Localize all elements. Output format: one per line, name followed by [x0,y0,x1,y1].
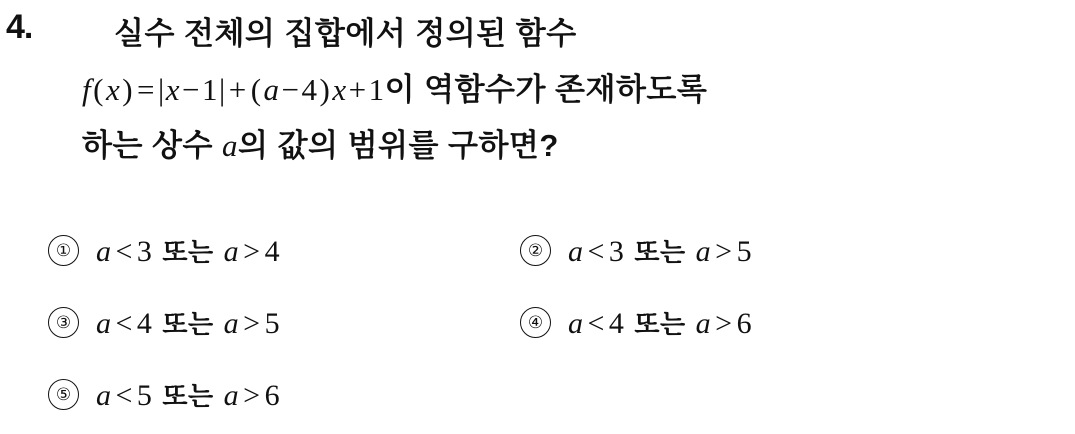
formula-equals: = [137,72,156,107]
choice-rel-1: < [587,234,605,268]
choice-var-1: a [568,306,584,340]
choice-rel-1: < [115,234,133,268]
question-line-1: 실수 전체의 집합에서 정의된 함수 [114,16,577,51]
formula-plus-1: + [228,72,247,107]
choice-num-1: 5 [136,378,153,412]
choice-var-1: a [568,234,584,268]
choice-1[interactable] [48,232,520,269]
choice-num-2: 4 [264,234,281,268]
formula-minus-1: − [182,72,200,107]
formula-rparen: ) [122,72,134,107]
question-line-3 [82,118,1066,174]
formula-x1: x [105,72,121,107]
choice-num-1: 4 [608,306,625,340]
choice-rel-1: < [587,306,605,340]
formula-one: 1 [202,72,218,107]
formula-abs-open: | [158,72,165,107]
choice-marker: ③ [48,307,79,338]
choice-conjunction: 또는 [162,236,214,267]
question-header [6,6,1066,174]
choice-marker: ⑤ [48,379,79,410]
choice-var-1: a [96,306,112,340]
choice-conjunction: 또는 [162,380,214,411]
choice-5[interactable] [48,376,520,413]
formula-f: f [82,72,92,107]
choice-text [96,304,280,341]
choice-text [568,232,752,269]
choice-3[interactable] [48,304,520,341]
formula-a: a [263,72,280,107]
choice-rel-1: < [115,378,133,412]
choice-num-2: 6 [736,306,753,340]
choice-rel-2: > [243,378,261,412]
choice-row [48,286,1058,358]
choice-var-2: a [223,378,240,412]
choice-rel-2: > [715,306,733,340]
choice-row [48,214,1058,286]
question-line-3-var: a [222,128,239,163]
choice-num-2: 6 [264,378,281,412]
formula-rparen-2: ) [319,72,331,107]
formula [82,72,385,107]
formula-x2: x [165,72,181,107]
choice-var-1: a [96,378,112,412]
choice-num-1: 3 [608,234,625,268]
choice-conjunction: 또는 [634,308,686,339]
choice-var-1: a [96,234,112,268]
choice-var-2: a [695,234,712,268]
choice-num-2: 5 [736,234,753,268]
choice-var-2: a [223,234,240,268]
formula-lparen: ( [93,72,104,107]
choice-2[interactable] [520,232,992,269]
question-text [76,6,1066,174]
question-number: 4. [6,8,33,46]
question-line-2-tail: 이 역함수가 존재하도록 [384,72,708,107]
choice-marker: ④ [520,307,551,338]
choice-rel-1: < [115,306,133,340]
choice-conjunction: 또는 [162,308,214,339]
formula-one-2: 1 [368,72,385,107]
choice-num-2: 5 [264,306,281,340]
choice-num-1: 4 [136,306,153,340]
formula-x3: x [332,72,347,107]
formula-lparen-2: ( [250,72,262,107]
choice-rel-2: > [243,234,261,268]
choice-text [96,232,280,269]
formula-minus-2: − [281,72,300,107]
choice-rel-2: > [243,306,261,340]
answer-choices [48,214,1058,430]
choice-var-2: a [695,306,712,340]
formula-plus-2: + [348,72,367,107]
formula-abs-close: | [219,72,226,107]
question-line-3-post: 의 값의 범위를 구하면? [238,128,559,163]
choice-row [48,358,1058,430]
choice-text [568,304,752,341]
choice-num-1: 3 [136,234,153,268]
choice-marker: ② [520,235,551,266]
choice-text [96,376,280,413]
question-line-2 [82,62,1066,118]
formula-four: 4 [301,72,318,107]
choice-marker: ① [48,235,79,266]
choice-4[interactable] [520,304,992,341]
choice-var-2: a [223,306,240,340]
choice-rel-2: > [715,234,733,268]
question-line-3-pre: 하는 상수 [82,128,223,163]
choice-conjunction: 또는 [634,236,686,267]
